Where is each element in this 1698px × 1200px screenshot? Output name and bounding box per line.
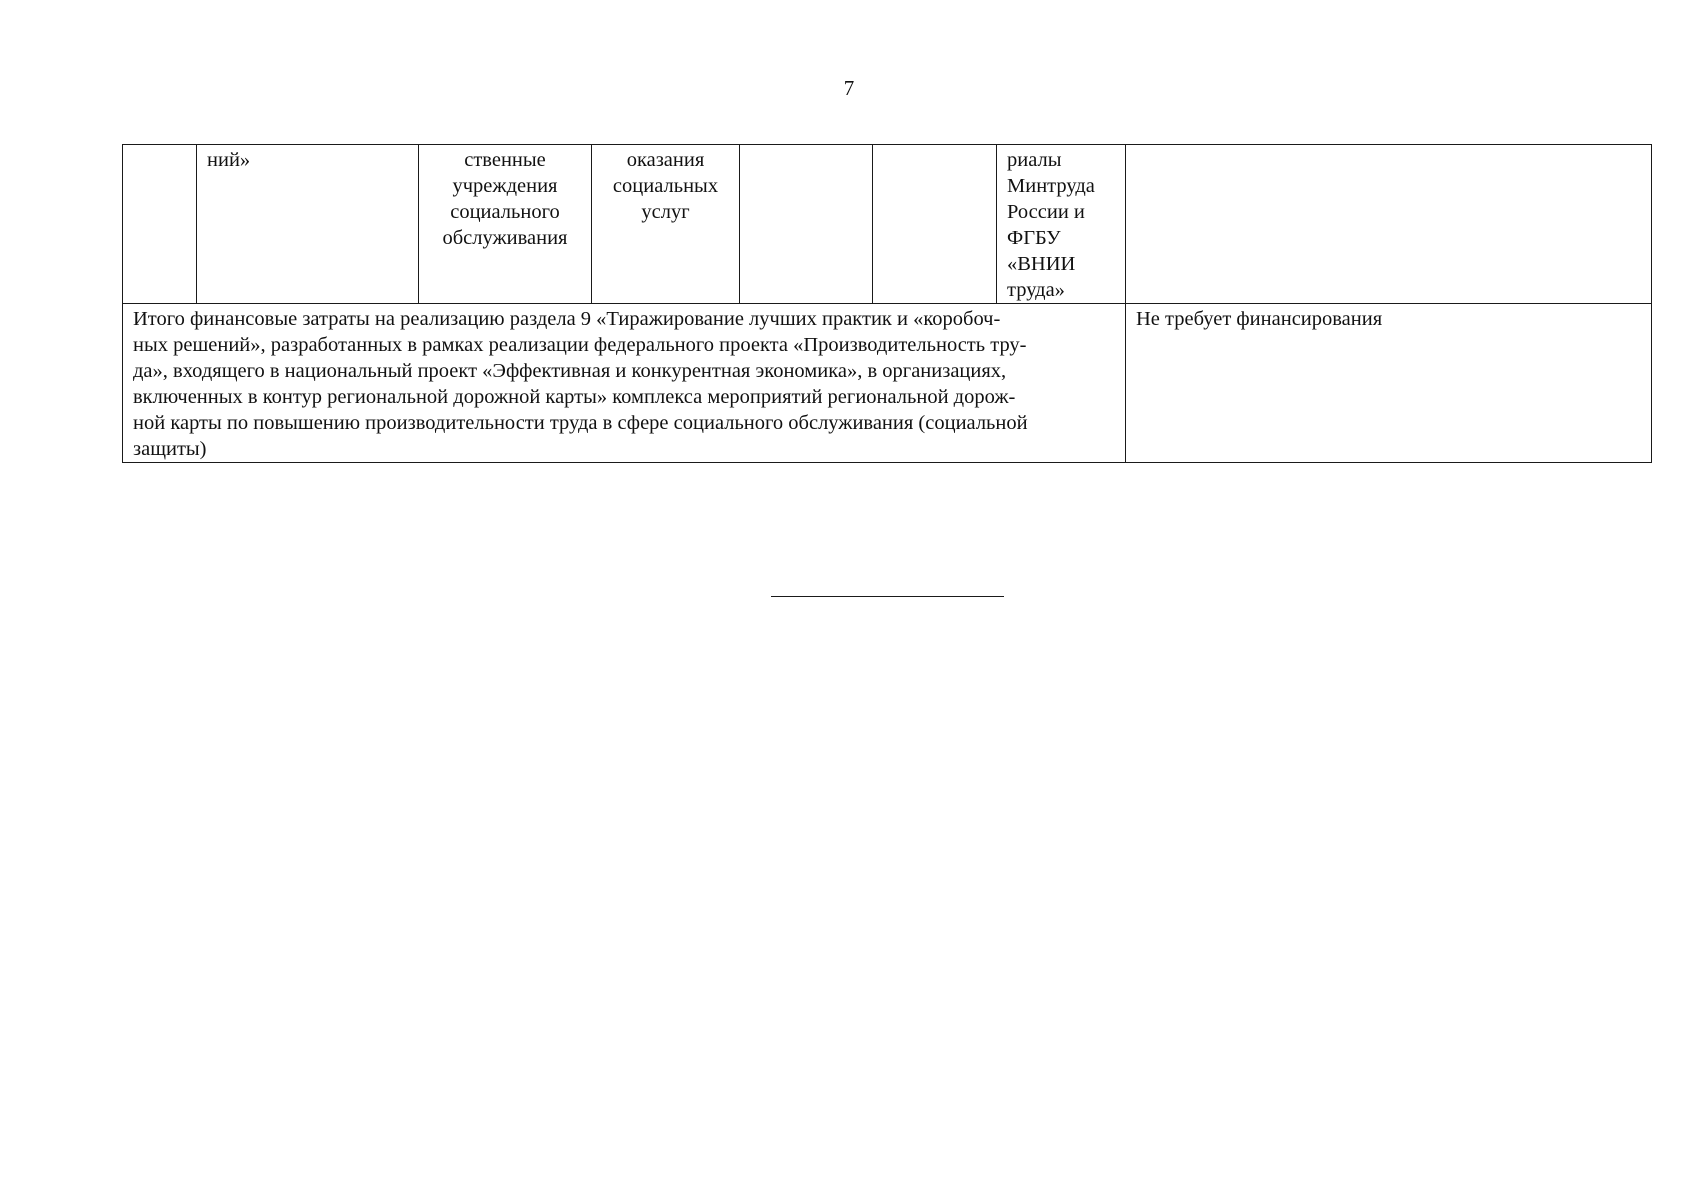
page-number: 7 (843, 76, 855, 100)
cell-text-line: услуг (641, 201, 690, 223)
cell-text-line: социальных (612, 175, 719, 197)
total-label-line: включенных в контур региональной дорожной карты» комплекса мероприятий региональной дорож- (133, 386, 1016, 408)
total-label-line: ной карты по повышению производительности труда в сфере социального обслуживания (социальной (133, 412, 1028, 434)
cell-start-date (740, 145, 873, 304)
cell-text-line: обслуживания (442, 227, 568, 249)
total-label-line: защиты) (133, 438, 207, 460)
end-of-document-rule (771, 596, 1004, 597)
cell-participants (419, 145, 592, 304)
cell-text-line: оказания (626, 149, 705, 171)
total-label-line: Итого финансовые затраты на реализацию раздела 9 «Тиражирование лучших практик и «коробоч- (133, 308, 1001, 330)
cell-text-line: социального (450, 201, 560, 223)
cell-financing (1126, 145, 1652, 304)
total-label-cell (123, 304, 1126, 463)
table-row-total (123, 304, 1652, 463)
measures-table (122, 144, 1652, 463)
cell-text-line: «ВНИИ (1007, 253, 1076, 275)
table-row-continuation (123, 145, 1652, 304)
cell-text-line: России и (1007, 201, 1085, 223)
cell-number (123, 145, 197, 304)
cell-text-line: учреждения (452, 175, 558, 197)
cell-text-line: труда» (1007, 279, 1065, 301)
total-label-line: ных решений», разработанных в рамках реализации федерального проекта «Производительность тру- (133, 334, 1027, 356)
cell-text-line: риалы (1007, 149, 1062, 171)
total-label-line: да», входящего в национальный проект «Эффективная и конкурентная экономика», в организациях, (133, 360, 1007, 382)
cell-measure-name: ний» (197, 145, 419, 304)
cell-text-line: ственные (464, 149, 546, 171)
cell-source (997, 145, 1126, 304)
total-value-cell: Не требует финансирования (1126, 304, 1652, 463)
cell-end-date (873, 145, 997, 304)
cell-result (592, 145, 740, 304)
cell-text-line: ФГБУ (1007, 227, 1061, 249)
cell-text-line: Минтруда (1007, 175, 1095, 197)
